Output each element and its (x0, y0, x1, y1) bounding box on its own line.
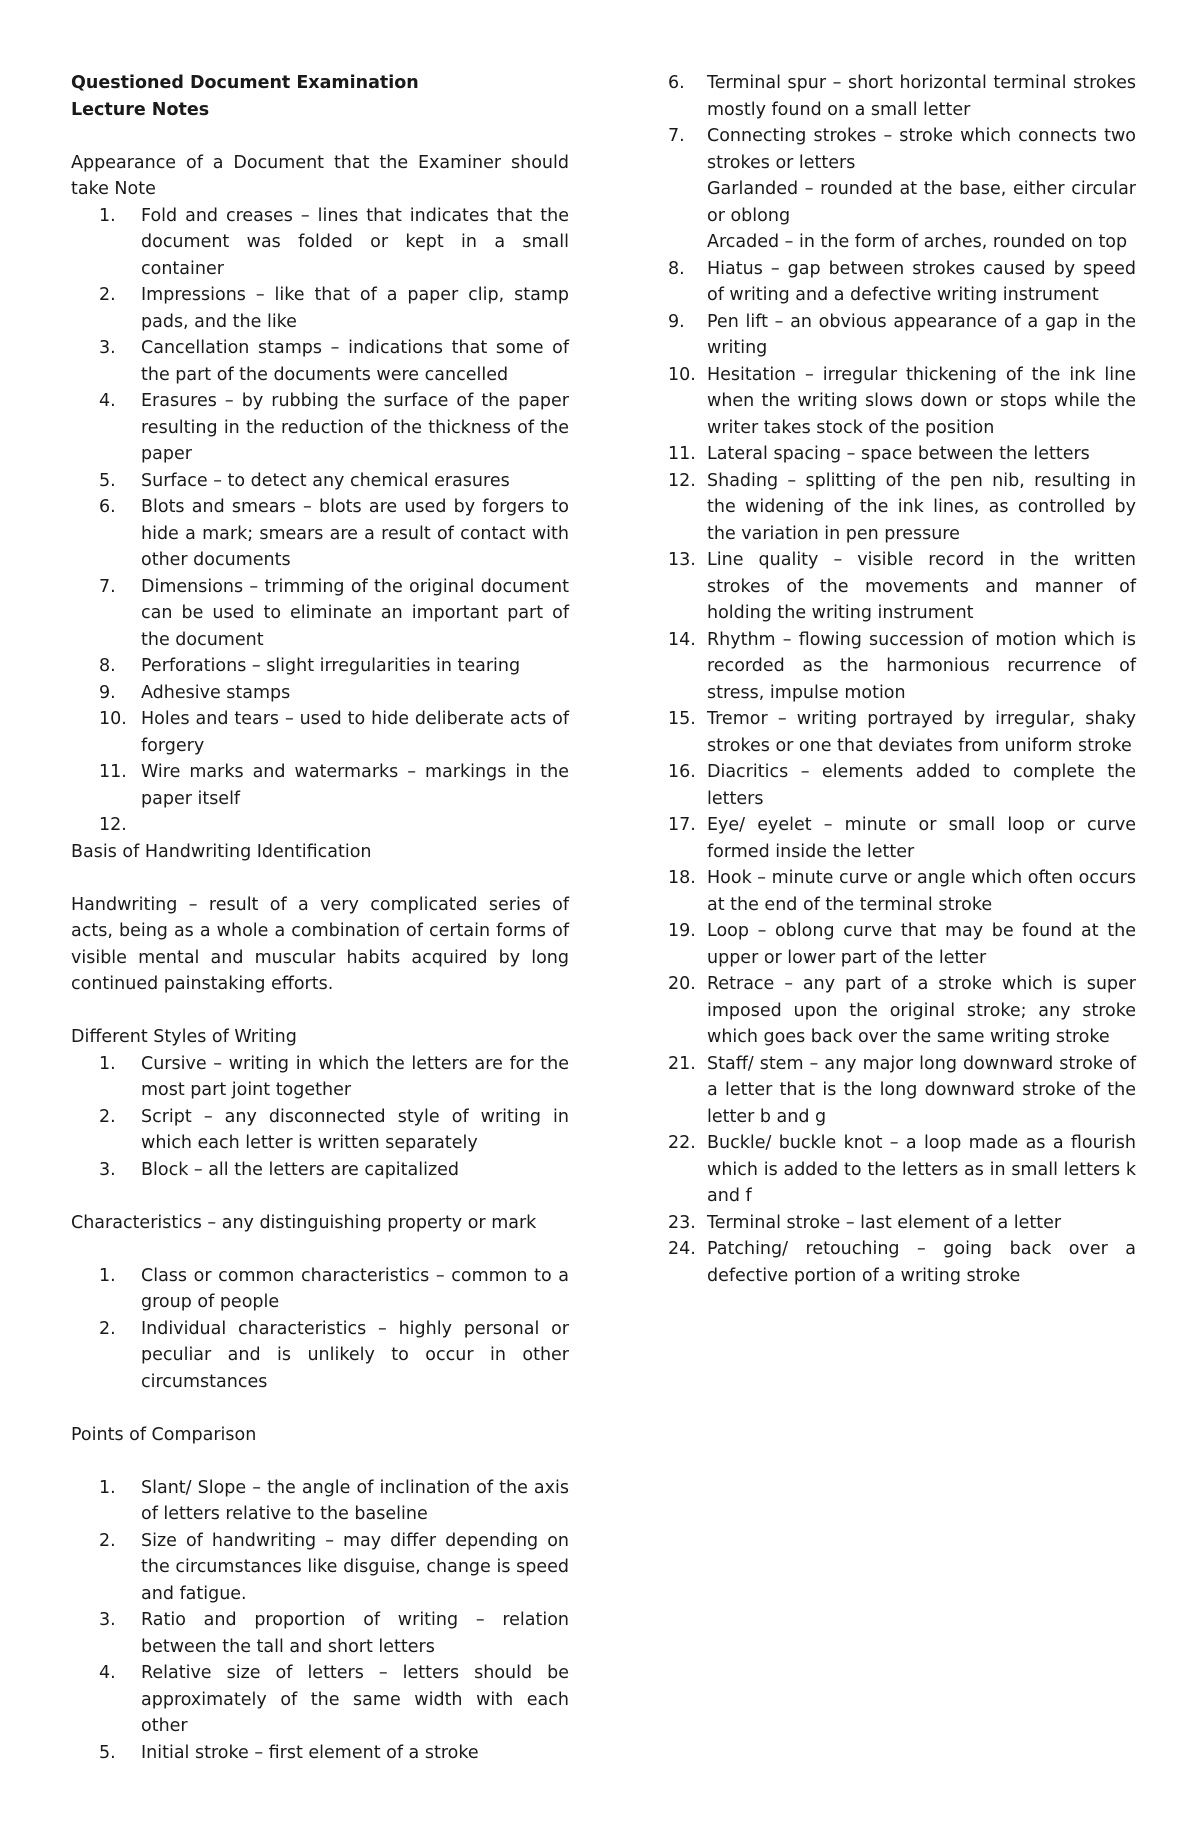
list-item: 10. Holes and tears – used to hide deliberate acts of forgery (99, 709, 569, 756)
list-item: 15. Tremor – writing portrayed by irregular, shaky strokes or one that deviates from uniform stroke (668, 709, 1136, 756)
list-item: 1. Slant/ Slope – the angle of inclination of the axis of letters relative to the baseline (99, 1477, 569, 1524)
list-item: 1. Class or common characteristics – common to a group of people (99, 1265, 569, 1312)
handwriting-definition: Handwriting – result of a very complicated series of acts, being as a whole a combination of certain forms of visible mental and muscular habits acquired by long continued painstaking efforts. (71, 894, 569, 994)
list-item: 2. Individual characteristics – highly personal or peculiar and is unlikely to occur in other circumstances (99, 1318, 569, 1392)
list-item: 5. Surface – to detect any chemical erasures (99, 470, 510, 491)
list-item: 2. Impressions – like that of a paper clip, stamp pads, and the like (99, 285, 569, 332)
list-item: 8. Hiatus – gap between strokes caused by speed of writing and a defective writing instrument (668, 258, 1136, 305)
styles-heading: Different Styles of Writing (71, 1027, 297, 1047)
list-item: 23. Terminal stroke – last element of a letter (668, 1212, 1062, 1233)
list-item: 17. Eye/ eyelet – minute or small loop or curve formed inside the letter (668, 815, 1136, 862)
list-item: 22. Buckle/ buckle knot – a loop made as a flourish which is added to the letters as in small letters k and f (668, 1133, 1136, 1206)
list-item: 13. Line quality – visible record in the written strokes of the movements and manner of holding the writing instrument (668, 550, 1136, 623)
list-item: 1. Fold and creases – lines that indicates that the document was folded or kept in a small container (99, 205, 569, 279)
document-title: Questioned Document Examination (71, 73, 419, 93)
arcaded-note: Arcaded – in the form of arches, rounded on top (707, 232, 1128, 252)
list-item: 4. Erasures – by rubbing the surface of the paper resulting in the reduction of the thickness of the paper (99, 391, 569, 464)
list-item: 12. Shading – splitting of the pen nib, resulting in the widening of the ink lines, as controlled by the variation in pen pressure (668, 470, 1136, 544)
list-item: 3. Ratio and proportion of writing – relation between the tall and short letters (99, 1610, 569, 1657)
list-item: 9. Pen lift – an obvious appearance of a gap in the writing (668, 311, 1136, 358)
list-item: 4. Relative size of letters – letters should be approximately of the same width with each other (99, 1663, 569, 1736)
list-item: 6. Blots and smears – blots are used by forgers to hide a mark; smears are a result of contact with other documents (99, 497, 569, 570)
left-column (71, 70, 569, 1766)
list-item: 12. (99, 815, 127, 835)
list-item: 8. Perforations – slight irregularities in tearing (99, 656, 521, 676)
right-column (668, 70, 1136, 1289)
styles-list (71, 1051, 569, 1184)
document-subtitle: Lecture Notes (71, 99, 210, 120)
comparison-list (71, 1475, 569, 1767)
list-item: 16. Diacritics – elements added to complete the letters (668, 762, 1136, 809)
list-item: 14. Rhythm – flowing succession of motion which is recorded as the harmonious recurrence of stress, impulse motion (668, 629, 1136, 703)
appearance-heading: Appearance of a Document that the Examiner should take Note (71, 152, 569, 199)
list-item: 11. Wire marks and watermarks – markings in the paper itself (99, 762, 569, 809)
list-item: 7. Dimensions – trimming of the original document can be used to eliminate an important part of the document (99, 576, 569, 650)
list-item: 10. Hesitation – irregular thickening of the ink line when the writing slows down or stops while the writer takes stock of the position (668, 364, 1136, 438)
garlanded-note: Garlanded – rounded at the base, either circular or oblong (707, 179, 1136, 226)
comparison-heading: Points of Comparison (71, 1424, 257, 1445)
list-item: 3. Cancellation stamps – indications that some of the part of the documents were cancelled (99, 338, 569, 385)
comparison-list-continued-2 (668, 256, 1136, 1290)
basis-heading: Basis of Handwriting Identification (71, 841, 372, 862)
list-item: 19. Loop – oblong curve that may be found at the upper or lower part of the letter (668, 921, 1136, 968)
list-item: 6. Terminal spur – short horizontal terminal strokes mostly found on a small letter (668, 73, 1136, 120)
list-item: 20. Retrace – any part of a stroke which is super imposed upon the original stroke; any stroke which goes back over the same writing stroke (668, 974, 1136, 1047)
list-item: 2. Size of handwriting – may differ depending on the circumstances like disguise, change is speed and fatigue. (99, 1530, 569, 1604)
characteristics-heading: Characteristics – any distinguishing property or mark (71, 1212, 537, 1233)
list-item: 7. Connecting strokes – stroke which connects two strokes or letters (668, 126, 1136, 173)
list-item: 24. Patching/ retouching – going back over a defective portion of a writing stroke (668, 1239, 1136, 1286)
list-item: 9. Adhesive stamps (99, 682, 291, 703)
list-item: 18. Hook – minute curve or angle which often occurs at the end of the terminal stroke (668, 868, 1136, 915)
appearance-list (71, 203, 569, 839)
list-item: 11. Lateral spacing – space between the letters (668, 444, 1090, 464)
characteristics-list (71, 1263, 569, 1396)
list-item: 3. Block – all the letters are capitalized (99, 1159, 460, 1180)
list-item: 1. Cursive – writing in which the letters are for the most part joint together (99, 1053, 569, 1100)
list-item: 5. Initial stroke – first element of a stroke (99, 1742, 479, 1763)
comparison-list-continued (668, 70, 1136, 176)
list-item: 2. Script – any disconnected style of writing in which each letter is written separately (99, 1106, 569, 1153)
list-item: 21. Staff/ stem – any major long downward stroke of a letter that is the long downward stroke of the letter b and g (668, 1053, 1136, 1127)
